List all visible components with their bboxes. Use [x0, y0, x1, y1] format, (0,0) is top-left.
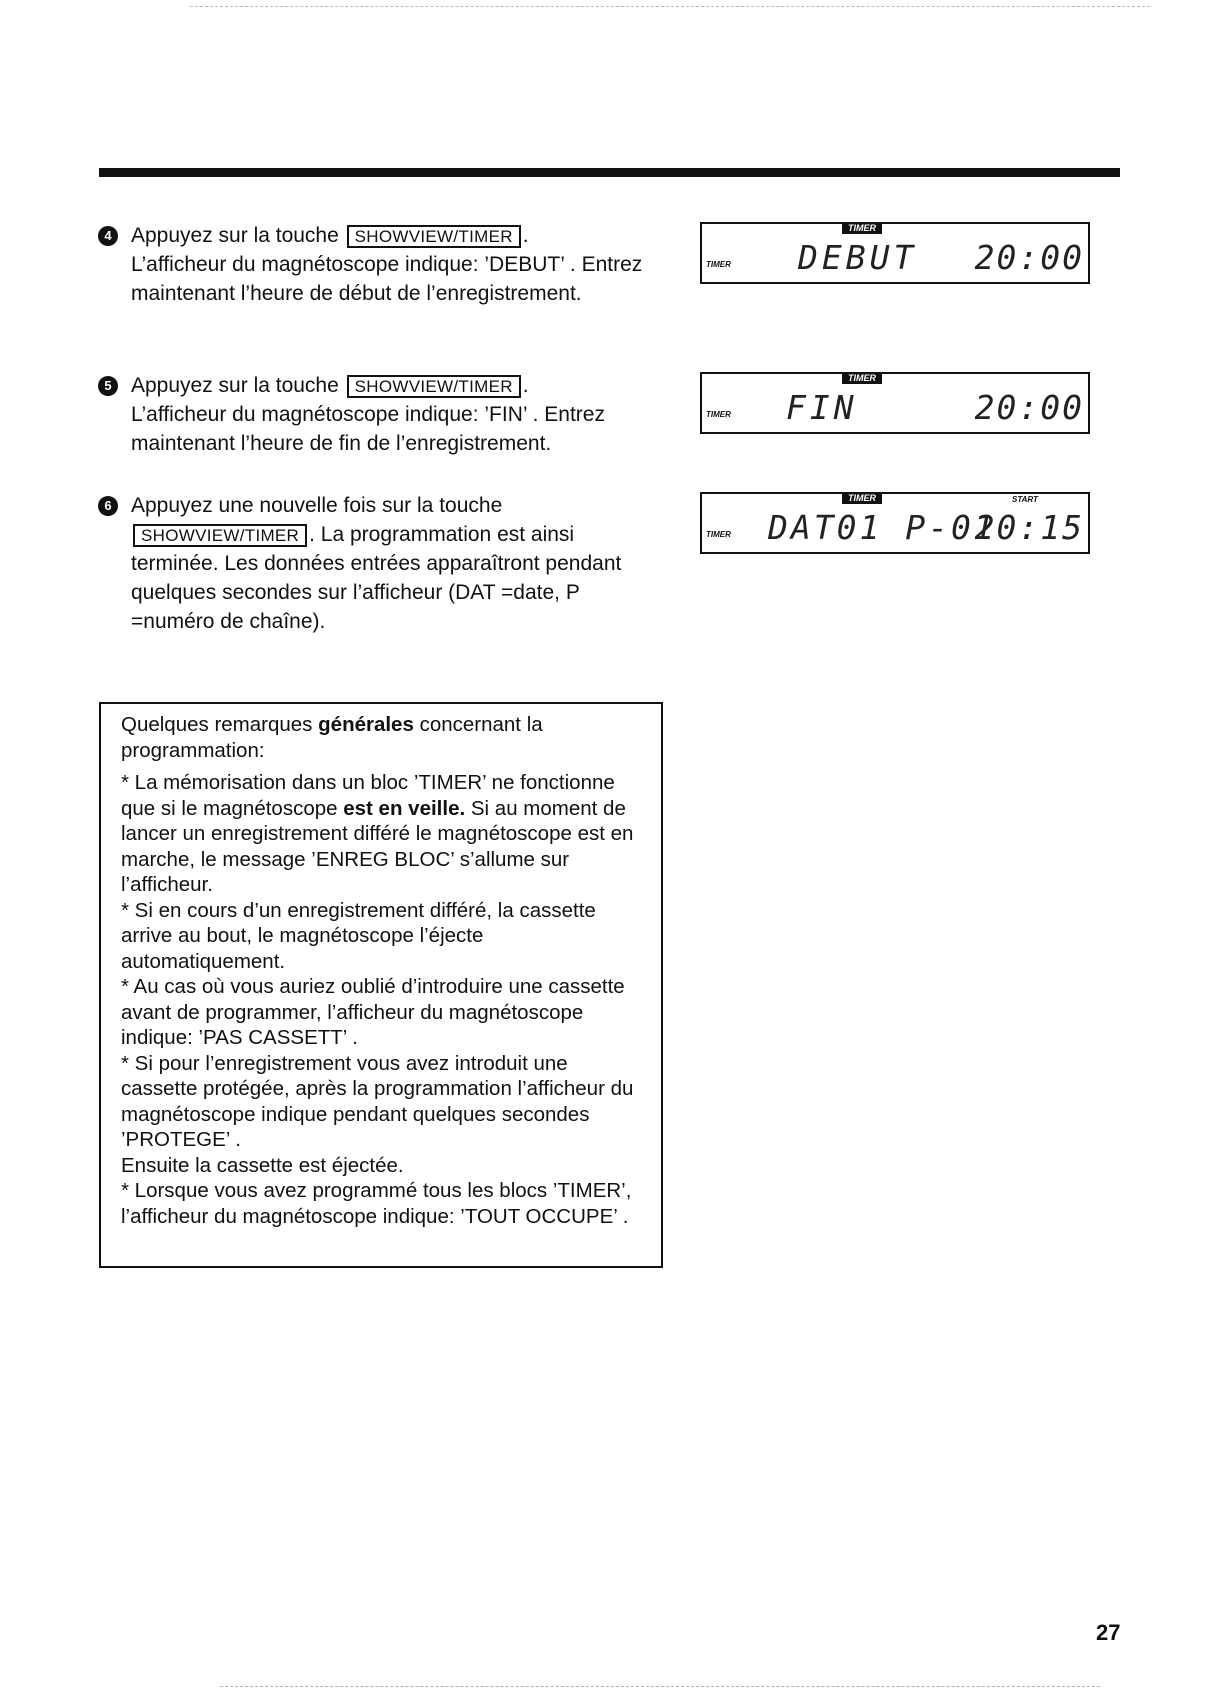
remarks-text: Quelques remarques — [121, 713, 319, 736]
remarks-text: concernant la programmation: — [121, 713, 543, 762]
display-main-text: FIN — [786, 388, 858, 427]
step-text: . La programmation est ainsi terminée. Les données entrées apparaîtront pendant quelques secondes sur l’afficheur (DAT =date, P =numéro de chaîne). — [131, 523, 622, 633]
scan-artifact-bottom — [220, 1686, 1100, 1690]
step-text: Appuyez sur la touche — [131, 374, 339, 397]
remarks-intro — [121, 712, 649, 763]
start-indicator: START — [1012, 495, 1038, 504]
step-4 — [98, 221, 698, 308]
display-time: 20:15 — [974, 508, 1084, 547]
scan-artifact-top — [190, 6, 1150, 10]
timer-label: TIMER — [706, 530, 731, 539]
step-text: L’afficheur du magnétoscope indique: ’DEBUT’ . Entrez maintenant l’heure de début de l’enregistrement. — [131, 253, 643, 305]
timer-indicator: TIMER — [842, 372, 882, 384]
step-number: 6 — [98, 496, 118, 516]
display-main-text: DEBUT — [798, 238, 918, 277]
step-6 — [98, 491, 698, 636]
timer-label: TIMER — [706, 260, 731, 269]
remarks-box — [99, 702, 663, 1268]
step-text: Appuyez sur la touche — [131, 224, 339, 247]
step-text: Appuyez une nouvelle fois sur la touche — [131, 494, 503, 517]
remark-item: Ensuite la cassette est éjectée. — [121, 1153, 404, 1177]
showview-timer-key: SHOWVIEW/TIMER — [133, 524, 307, 547]
showview-timer-key: SHOWVIEW/TIMER — [347, 225, 521, 248]
step-text: L’afficheur du magnétoscope indique: ’FIN’ . Entrez maintenant l’heure de fin de l’enregistrement. — [131, 403, 605, 455]
step-number: 4 — [98, 226, 118, 246]
remarks-bold: est en veille. — [343, 796, 466, 820]
remark-item: * Lorsque vous avez programmé tous les blocs ’TIMER’, l’afficheur du magnétoscope indique: ’TOUT OCCUPE’ . — [121, 1179, 632, 1228]
timer-label: TIMER — [706, 410, 731, 419]
display-main-text: DAT01 P-01 — [768, 508, 997, 547]
timer-indicator: TIMER — [842, 492, 882, 504]
remarks-text: * La mémorisation dans un bloc ’TIMER’ ne fonctionne que si le magnétoscope — [121, 771, 615, 820]
remarks-text: Si au moment de lancer un enregistrement différé le magnétoscope est en marche, le message ’ENREG BLOC’ s’allume sur l’afficheur. — [121, 796, 634, 896]
remarks-bold: générales — [318, 713, 414, 736]
header-rule — [99, 168, 1120, 177]
step-text: . — [522, 224, 529, 247]
display-time: 20:00 — [974, 238, 1084, 277]
step-5 — [98, 371, 698, 458]
display-time: 20:00 — [974, 388, 1084, 427]
step-number: 5 — [98, 376, 118, 396]
lcd-display-fin — [700, 372, 1090, 434]
step-text: . — [522, 374, 529, 397]
timer-indicator: TIMER — [842, 222, 882, 234]
lcd-display-debut — [700, 222, 1090, 284]
remark-item: * Au cas où vous auriez oublié d’introduire une cassette avant de programmer, l’afficheur du magnétoscope indique: ’PAS CASSETT’ . — [121, 975, 625, 1049]
remark-item: * Si en cours d’un enregistrement différé, la cassette arrive au bout, le magnétoscope l’éjecte automatiquement. — [121, 898, 596, 973]
remark-item — [121, 770, 649, 898]
showview-timer-key: SHOWVIEW/TIMER — [347, 375, 521, 398]
page-number: 27 — [1096, 1620, 1121, 1645]
remark-item: * Si pour l’enregistrement vous avez introduit une cassette protégée, après la programmation l’afficheur du magnétoscope indique pendant quelques secondes ’PROTEGE’ . — [121, 1051, 634, 1151]
lcd-display-summary — [700, 492, 1090, 554]
